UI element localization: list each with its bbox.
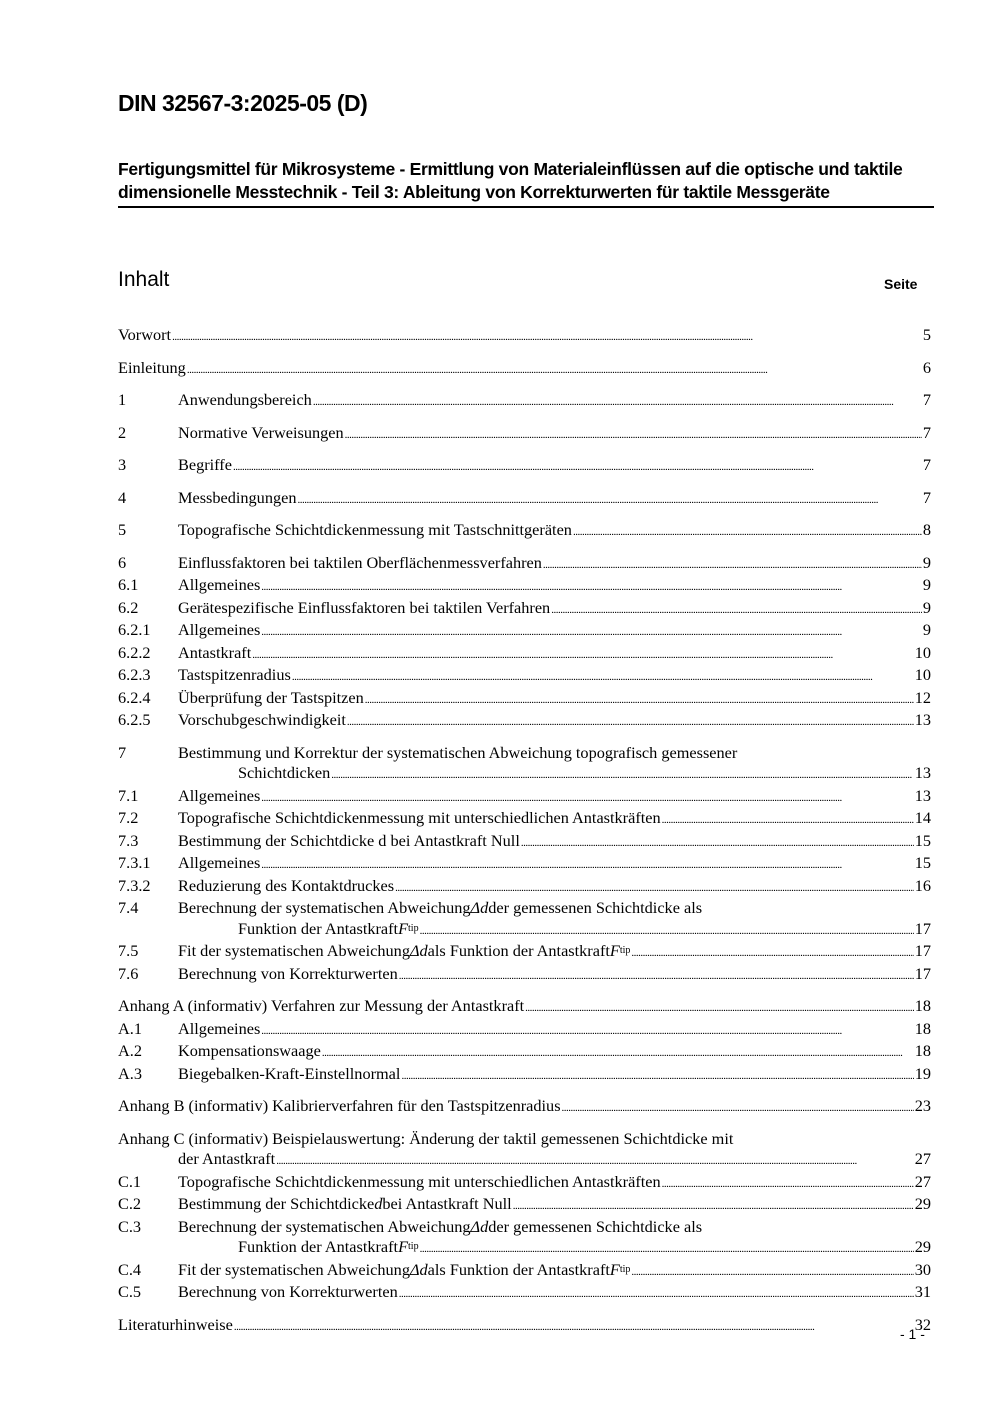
toc-entry-lines — [178, 455, 931, 478]
document-id: DIN 32567-3:2025-05 (D) — [118, 90, 368, 116]
toc-entry[interactable] — [118, 423, 931, 446]
toc-entry-line — [178, 1260, 931, 1283]
toc-entry-page: 15 — [914, 853, 931, 872]
dot-leader — [401, 1064, 913, 1087]
toc-entry-line — [178, 808, 931, 831]
toc-entry-text: Biegebalken-Kraft-Einstellnormal — [178, 1063, 401, 1083]
toc-entry-number: 6.2.3 — [118, 665, 151, 684]
toc-entry-number: 4 — [118, 487, 127, 507]
toc-entry[interactable] — [118, 1194, 931, 1217]
toc-entry-line — [118, 996, 931, 1019]
toc-entry-number: 7.6 — [118, 963, 139, 983]
toc-entry[interactable] — [118, 743, 931, 786]
toc-entry-line — [178, 853, 931, 876]
toc-entry-text: F — [609, 1259, 620, 1279]
toc-entry-text: Funktion der Antastkraft — [238, 1237, 399, 1256]
toc-entry[interactable] — [118, 996, 931, 1019]
toc-entry[interactable] — [118, 665, 931, 688]
toc-entry-number: 7.3.1 — [118, 853, 151, 872]
toc-entry-line — [178, 1019, 931, 1042]
toc-entry-line — [178, 1041, 931, 1064]
toc-entry-lines — [178, 853, 931, 876]
toc-entry-text: Tastspitzenradius — [178, 665, 291, 684]
toc-entry-number: A.2 — [118, 1041, 142, 1060]
toc-entry-line — [118, 1149, 931, 1172]
dot-leader — [187, 358, 922, 381]
toc-entry-text: bei Antastkraft Null — [382, 1194, 512, 1213]
toc-entry-number: 7 — [118, 742, 127, 762]
toc-entry-lines — [178, 831, 931, 854]
toc-entry-line — [178, 455, 931, 478]
page-column-label: Seite — [884, 276, 918, 292]
toc-entry-line — [178, 390, 931, 413]
toc-entry-line — [178, 831, 931, 854]
dot-leader — [420, 919, 914, 942]
toc-entry-text: Topografische Schichtdickenmessung mit unterschiedlichen Antastkräften — [178, 808, 661, 827]
toc-entry-text: Normative Verweisungen — [178, 422, 344, 442]
toc-entry-page: 19 — [914, 1063, 931, 1083]
toc-entry-lines — [118, 1096, 931, 1119]
toc-entry-number: 6.2.4 — [118, 687, 151, 707]
toc-entry-line — [178, 941, 931, 964]
toc-entry-lines — [178, 1282, 931, 1305]
dot-leader — [521, 831, 914, 854]
toc-entry-text: Berechnung der systematischen Abweichung — [178, 898, 471, 917]
toc-entry-lines — [178, 1019, 931, 1042]
dot-leader — [347, 710, 914, 733]
dot-leader — [172, 325, 922, 348]
toc-entry-page: 17 — [914, 941, 931, 960]
toc-entry-text: F — [609, 941, 620, 960]
toc-entry-line — [178, 620, 931, 643]
toc-entry-lines — [178, 488, 931, 511]
toc-entry-lines — [178, 643, 931, 666]
dot-leader — [331, 763, 913, 786]
toc-entry-line — [178, 1064, 931, 1087]
toc-entry-line — [178, 1194, 931, 1217]
toc-entry-page: 10 — [914, 665, 931, 684]
toc-entry-text: Allgemeines — [178, 1018, 261, 1038]
toc-entry-number: 5 — [118, 520, 127, 539]
toc-entry[interactable] — [118, 898, 931, 941]
dot-leader — [562, 1096, 914, 1119]
toc-entry-text: als Funktion der Antastkraft — [427, 941, 610, 960]
toc-entry-page: 6 — [922, 357, 931, 377]
table-of-contents — [118, 325, 931, 1337]
toc-entry-text: Schichtdicken — [238, 763, 331, 782]
toc-entry-number: 6.2.5 — [118, 710, 151, 729]
toc-entry-page: 7 — [922, 422, 931, 442]
toc-entry-page: 27 — [914, 1171, 931, 1191]
toc-entry-text: Gerätespezifische Einflussfaktoren bei taktilen Verfahren — [178, 597, 551, 617]
toc-entry-page: 7 — [922, 390, 931, 409]
dot-leader — [399, 964, 914, 987]
toc-entry-line — [178, 665, 931, 688]
dot-leader — [513, 1194, 914, 1217]
toc-entry[interactable] — [118, 1041, 931, 1064]
toc-entry-text: Vorwort — [118, 325, 172, 344]
toc-entry-lines — [118, 1315, 931, 1338]
toc-entry-page: 15 — [914, 830, 931, 850]
toc-entry[interactable] — [118, 1064, 931, 1087]
toc-entry-text: Bestimmung und Korrektur der systematischen Abweichung topografisch gemessener — [178, 742, 738, 762]
toc-entry-number: 1 — [118, 390, 127, 409]
toc-entry-line — [118, 1315, 931, 1338]
dot-leader — [662, 808, 914, 831]
toc-entry-text: Fit der systematischen Abweichung — [178, 1259, 410, 1279]
toc-entry-text: F — [398, 918, 409, 938]
toc-entry-line — [178, 898, 931, 919]
toc-entry-line — [178, 575, 931, 598]
toc-entry-line — [178, 598, 931, 621]
toc-entry-page: 29 — [914, 1237, 931, 1256]
toc-entry-text: der gemessenen Schichtdicke als — [488, 1216, 703, 1236]
toc-entry-lines — [178, 620, 931, 643]
dot-leader — [261, 620, 922, 643]
dot-leader — [631, 1260, 913, 1283]
toc-entry-number: 6.2 — [118, 597, 139, 617]
toc-entry-line — [118, 1129, 931, 1150]
toc-entry-text: Bestimmung der Schichtdicke d bei Antastkraft Null — [178, 830, 520, 850]
toc-entry-lines — [178, 964, 931, 987]
toc-entry-line — [178, 423, 931, 446]
dot-leader — [313, 390, 922, 413]
toc-entry[interactable] — [118, 688, 931, 711]
toc-entry-page: 9 — [922, 552, 931, 572]
toc-entry-lines — [178, 520, 931, 543]
toc-entry-number: 3 — [118, 455, 127, 474]
toc-entry[interactable] — [118, 488, 931, 511]
dot-leader — [573, 520, 922, 543]
toc-entry-page: 13 — [914, 710, 931, 729]
toc-entry-lines — [118, 1129, 931, 1172]
toc-entry[interactable] — [118, 1282, 931, 1305]
toc-entry-text: Allgemeines — [178, 853, 261, 872]
toc-entry-page: 7 — [922, 487, 931, 507]
toc-entry-page: 13 — [914, 763, 931, 782]
toc-entry-lines — [178, 743, 931, 786]
toc-entry[interactable] — [118, 853, 931, 876]
toc-entry[interactable] — [118, 620, 931, 643]
toc-entry-lines — [178, 1064, 931, 1087]
dot-leader — [252, 643, 913, 666]
toc-entry-text: Δd — [409, 941, 428, 960]
toc-entry-lines — [178, 1217, 931, 1260]
toc-entry-line — [118, 1096, 931, 1119]
toc-entry-number: 7.4 — [118, 898, 139, 917]
toc-entry-text: Allgemeines — [178, 575, 261, 594]
toc-entry-lines — [178, 688, 931, 711]
dot-leader — [234, 1315, 914, 1338]
toc-entry-page: 18 — [914, 1041, 931, 1060]
toc-entry-line — [178, 964, 931, 987]
toc-entry-line — [178, 520, 931, 543]
dot-leader — [420, 1237, 914, 1260]
toc-entry-number: 2 — [118, 422, 127, 442]
toc-entry-number: 6.2.2 — [118, 642, 151, 662]
toc-entry-line — [178, 763, 931, 786]
toc-entry-text: tip — [619, 945, 631, 956]
toc-entry-text: Anwendungsbereich — [178, 390, 312, 409]
dot-leader — [399, 1282, 914, 1305]
dot-leader — [365, 688, 914, 711]
toc-entry-number: C.4 — [118, 1259, 142, 1279]
toc-entry-lines — [178, 1260, 931, 1283]
toc-entry-text: Anhang B (informativ) Kalibrierverfahren für den Tastspitzenradius — [118, 1096, 561, 1115]
toc-entry-page: 16 — [914, 875, 931, 895]
toc-entry[interactable] — [118, 941, 931, 964]
toc-entry-line — [178, 786, 931, 809]
dot-leader — [261, 786, 913, 809]
toc-entry-text: Vorschubgeschwindigkeit — [178, 710, 346, 729]
toc-entry-number: 7.2 — [118, 808, 139, 827]
toc-entry-lines — [178, 665, 931, 688]
toc-entry-text: der Antastkraft — [178, 1149, 276, 1168]
dot-leader — [631, 941, 913, 964]
toc-entry-number: 6.2.1 — [118, 620, 151, 639]
dot-leader — [551, 598, 922, 621]
toc-entry-line — [178, 919, 931, 942]
toc-entry-lines — [178, 1194, 931, 1217]
toc-entry[interactable] — [118, 831, 931, 854]
toc-entry-text: Reduzierung des Kontaktdruckes — [178, 875, 395, 895]
toc-entry-number: A.3 — [118, 1063, 142, 1083]
toc-entry-text: tip — [619, 1263, 631, 1275]
dot-leader — [261, 575, 922, 598]
dot-leader — [261, 1019, 913, 1042]
toc-entry[interactable] — [118, 1315, 931, 1338]
toc-entry-page: 27 — [914, 1149, 931, 1168]
toc-entry-lines — [178, 423, 931, 446]
toc-entry-lines — [178, 786, 931, 809]
toc-entry-lines — [178, 575, 931, 598]
toc-entry-lines — [178, 808, 931, 831]
toc-entry-line — [178, 488, 931, 511]
toc-entry-line — [178, 553, 931, 576]
toc-entry-number: 7.3.2 — [118, 875, 151, 895]
toc-entry-page: 5 — [922, 325, 931, 344]
dot-leader — [233, 455, 922, 478]
toc-entry-number: A.1 — [118, 1018, 142, 1038]
toc-entry-number: 7.3 — [118, 830, 139, 850]
toc-entry-lines — [178, 710, 931, 733]
toc-entry[interactable] — [118, 1129, 931, 1172]
toc-entry-line — [178, 1237, 931, 1260]
toc-entry-text: Allgemeines — [178, 620, 261, 639]
toc-entry-number: C.2 — [118, 1194, 142, 1213]
dot-leader — [276, 1149, 914, 1172]
toc-entry-page: 18 — [914, 996, 931, 1015]
toc-entry-text: Δd — [470, 1216, 489, 1236]
toc-entry-text: Allgemeines — [178, 785, 261, 805]
toc-entry[interactable] — [118, 1096, 931, 1119]
toc-entry[interactable] — [118, 325, 931, 348]
toc-entry-text: Funktion der Antastkraft — [238, 918, 399, 938]
toc-entry-lines — [178, 898, 931, 941]
toc-entry[interactable] — [118, 710, 931, 733]
toc-entry-page: 31 — [914, 1282, 931, 1301]
toc-entry[interactable] — [118, 553, 931, 576]
toc-entry-number: C.3 — [118, 1216, 142, 1236]
toc-entry-lines — [178, 553, 931, 576]
toc-entry-text: F — [398, 1237, 409, 1256]
toc-entry-lines — [118, 996, 931, 1019]
toc-entry[interactable] — [118, 575, 931, 598]
toc-entry[interactable] — [118, 358, 931, 381]
dot-leader — [261, 853, 913, 876]
toc-entry-text: Kompensationswaage — [178, 1041, 321, 1060]
toc-entry[interactable] — [118, 390, 931, 413]
toc-entry-text: Antastkraft — [178, 642, 252, 662]
toc-entry[interactable] — [118, 808, 931, 831]
toc-entry-line — [178, 1217, 931, 1238]
toc-entry[interactable] — [118, 455, 931, 478]
toc-entry-number: 6 — [118, 552, 127, 572]
toc-entry-line — [178, 688, 931, 711]
toc-entry-text: Anhang C (informativ) Beispielauswertung: Änderung der taktil gemessenen Schichtdicke mit — [118, 1128, 734, 1148]
toc-entry[interactable] — [118, 1217, 931, 1260]
toc-entry-text: Bestimmung der Schichtdicke — [178, 1194, 375, 1213]
toc-entry-text: Fit der systematischen Abweichung — [178, 941, 410, 960]
toc-entry-page: 18 — [914, 1018, 931, 1038]
toc-entry-number: C.1 — [118, 1171, 142, 1191]
toc-entry-page: 8 — [922, 520, 931, 539]
toc-entry[interactable] — [118, 643, 931, 666]
toc-entry-page: 17 — [914, 918, 931, 938]
toc-entry-text: tip — [408, 922, 419, 934]
toc-entry-page: 29 — [914, 1194, 931, 1213]
toc-entry-number: 7.1 — [118, 785, 139, 805]
toc-entry-page: 14 — [914, 808, 931, 827]
toc-entry-line — [178, 710, 931, 733]
toc-entry-page: 9 — [922, 620, 931, 639]
toc-entry-page: 23 — [914, 1096, 931, 1115]
toc-entry-page: 32 — [914, 1314, 931, 1334]
toc-entry-lines — [178, 941, 931, 964]
toc-entry-page: 30 — [914, 1259, 931, 1279]
dot-leader — [543, 553, 922, 576]
toc-entry[interactable] — [118, 1260, 931, 1283]
toc-entry-lines — [178, 390, 931, 413]
document-title: Fertigungsmittel für Mikrosysteme - Ermittlung von Materialeinflüssen auf die optische und taktile dimensionelle Messtechnik - Teil 3: Ableitung von Korrekturwerten für taktile Messgeräte — [118, 158, 934, 208]
toc-entry-page: 17 — [914, 963, 931, 983]
toc-entry[interactable] — [118, 964, 931, 987]
dot-leader — [297, 488, 921, 511]
toc-entry-text: Messbedingungen — [178, 487, 297, 507]
toc-entry[interactable] — [118, 1019, 931, 1042]
toc-entry-text: Δd — [470, 898, 489, 917]
toc-entry-page: 10 — [914, 642, 931, 662]
dot-leader — [292, 665, 914, 688]
toc-entry-text: Berechnung von Korrekturwerten — [178, 1282, 398, 1301]
toc-entry-text: Überprüfung der Tastspitzen — [178, 687, 364, 707]
toc-entry-lines — [178, 1041, 931, 1064]
toc-entry[interactable] — [118, 520, 931, 543]
toc-entry-page: 9 — [922, 575, 931, 594]
toc-entry[interactable] — [118, 786, 931, 809]
toc-entry-text: Topografische Schichtdickenmessung mit Tastschnittgeräten — [178, 520, 572, 539]
dot-leader — [322, 1041, 914, 1064]
toc-entry-text: Berechnung von Korrekturwerten — [178, 963, 398, 983]
toc-entry-text: Δd — [409, 1259, 428, 1279]
toc-entry-number: 7.5 — [118, 941, 139, 960]
toc-entry-page: 12 — [914, 687, 931, 707]
page-number: - 1 - — [900, 1326, 925, 1342]
toc-entry-text: d — [374, 1194, 383, 1213]
toc-entry-text: Begriffe — [178, 455, 232, 474]
toc-entry-text: der gemessenen Schichtdicke als — [488, 898, 703, 917]
toc-entry-lines — [118, 358, 931, 381]
toc-entry-line — [178, 643, 931, 666]
toc-entry-lines — [178, 598, 931, 621]
toc-entry-lines — [178, 1172, 931, 1195]
toc-entry-page: 13 — [914, 785, 931, 805]
dot-leader — [395, 876, 914, 899]
toc-entry-text: Topografische Schichtdickenmessung mit unterschiedlichen Antastkräften — [178, 1171, 661, 1191]
toc-entry-text: tip — [408, 1241, 419, 1252]
toc-entry[interactable] — [118, 598, 931, 621]
toc-entry-page: 9 — [922, 597, 931, 617]
toc-entry-line — [178, 1172, 931, 1195]
toc-entry-lines — [178, 876, 931, 899]
toc-entry-number: C.5 — [118, 1282, 142, 1301]
toc-entry[interactable] — [118, 876, 931, 899]
toc-entry-text: Anhang A (informativ) Verfahren zur Messung der Antastkraft — [118, 996, 525, 1015]
toc-entry-text: Einflussfaktoren bei taktilen Oberflächenmessverfahren — [178, 552, 542, 572]
toc-entry-lines — [118, 325, 931, 348]
toc-entry-line — [118, 358, 931, 381]
dot-leader — [525, 996, 914, 1019]
toc-entry-text: als Funktion der Antastkraft — [427, 1259, 610, 1279]
dot-leader — [345, 423, 922, 446]
toc-heading: Inhalt — [118, 268, 170, 291]
toc-entry-page: 7 — [922, 455, 931, 474]
toc-entry-text: Einleitung — [118, 357, 186, 377]
toc-entry-text: Berechnung der systematischen Abweichung — [178, 1216, 471, 1236]
toc-entry[interactable] — [118, 1172, 931, 1195]
toc-entry-line — [118, 325, 931, 348]
toc-entry-number: 6.1 — [118, 575, 139, 594]
dot-leader — [662, 1172, 914, 1195]
toc-entry-line — [178, 876, 931, 899]
toc-entry-line — [178, 743, 931, 764]
toc-entry-line — [178, 1282, 931, 1305]
toc-entry-text: Literaturhinweise — [118, 1314, 233, 1334]
